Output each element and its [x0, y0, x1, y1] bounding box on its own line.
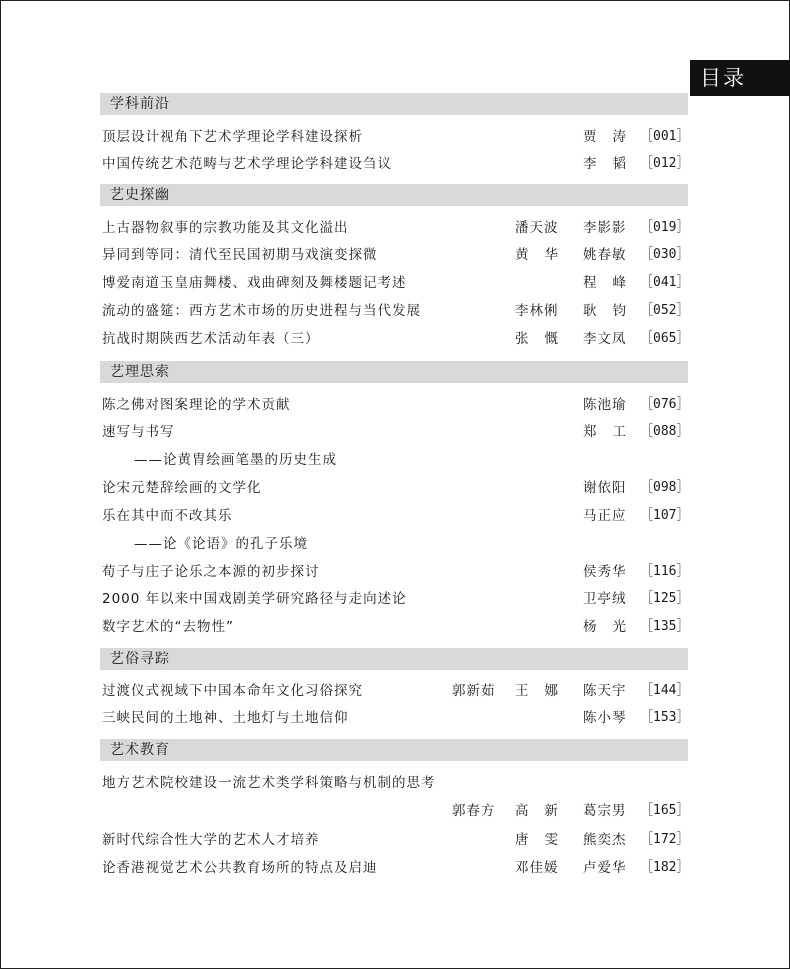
toc-entry[interactable] — [102, 588, 690, 610]
entry-title[interactable]: 博爱南道玉皇庙舞楼、戏曲碑刻及舞楼题记考述 — [102, 275, 407, 291]
entry-title[interactable]: 2000 年以来中国戏剧美学研究路径与走向述论 — [102, 591, 407, 607]
entry-coauthor: 郭春方 — [452, 803, 496, 819]
entry-coauthor: 李林俐 — [515, 303, 559, 319]
entry-page: ［088］ — [640, 424, 690, 439]
toc-entry[interactable] — [102, 126, 690, 148]
entry-page: ［098］ — [640, 480, 690, 495]
entry-author: 侯秀华 — [583, 564, 627, 580]
entry-author: 陈小琴 — [583, 710, 627, 726]
entry-page: ［041］ — [640, 275, 690, 290]
section-header: 艺术教育 — [100, 739, 688, 761]
toc-entry[interactable] — [102, 707, 690, 729]
entry-author: 卢爱华 — [583, 860, 627, 876]
toc-entry[interactable] — [102, 857, 690, 879]
entry-title[interactable]: 新时代综合性大学的艺术人才培养 — [102, 832, 320, 848]
entry-page: ［165］ — [640, 803, 690, 818]
entry-title[interactable]: 上古器物叙事的宗教功能及其文化溢出 — [102, 220, 349, 236]
entry-title[interactable]: 异同到等同：清代至民国初期马戏演变探微 — [102, 247, 378, 263]
entry-author: 谢依阳 — [583, 480, 627, 496]
entry-page: ［012］ — [640, 156, 690, 171]
entry-author: 贾涛 — [583, 129, 642, 145]
entry-coauthor: 黄华 — [515, 247, 574, 263]
toc-entry-authors[interactable] — [102, 800, 690, 822]
entry-title[interactable]: 论宋元楚辞绘画的文学化 — [102, 480, 262, 496]
toc-entry[interactable] — [102, 680, 690, 702]
entry-title[interactable]: 过渡仪式视域下中国本命年文化习俗探究 — [102, 683, 363, 699]
section-header: 艺理思索 — [100, 361, 688, 383]
toc-entry[interactable] — [102, 772, 682, 794]
entry-coauthor: 潘天波 — [515, 220, 559, 236]
toc-entry[interactable] — [102, 217, 690, 239]
entry-author: 姚春敏 — [583, 247, 627, 263]
entry-author: 卫亭绒 — [583, 591, 627, 607]
entry-page: ［107］ — [640, 508, 690, 523]
toc-entry[interactable] — [102, 328, 690, 350]
section-header: 学科前沿 — [100, 93, 688, 115]
entry-title[interactable]: 顶层设计视角下艺术学理论学科建设探析 — [102, 129, 363, 145]
entry-author: 耿钧 — [583, 303, 642, 319]
entry-page: ［065］ — [640, 331, 690, 346]
entry-author: 程峰 — [583, 275, 642, 291]
toc-entry[interactable] — [102, 561, 690, 583]
toc-entry[interactable] — [102, 300, 690, 322]
entry-author: 李韬 — [583, 156, 642, 172]
entry-page: ［144］ — [640, 683, 690, 698]
entry-title[interactable]: 论香港视觉艺术公共教育场所的特点及启迪 — [102, 860, 378, 876]
toc-entry[interactable] — [102, 272, 690, 294]
entry-title[interactable]: 流动的盛筵：西方艺术市场的历史进程与当代发展 — [102, 303, 421, 319]
entry-title[interactable]: 荀子与庄子论乐之本源的初步探讨 — [102, 564, 320, 580]
entry-author: 陈池瑜 — [583, 397, 627, 413]
entry-page: ［001］ — [640, 129, 690, 144]
toc-entry-subtitle — [102, 533, 682, 555]
entry-author: 李影影 — [583, 220, 627, 236]
entry-coauthor: 邓佳媛 — [515, 860, 559, 876]
entry-page: ［116］ — [640, 564, 690, 579]
entry-coauthor: 张慨 — [515, 331, 574, 347]
entry-title[interactable]: 速写与书写 — [102, 424, 175, 440]
entry-page: ［125］ — [640, 591, 690, 606]
entry-coauthor: 高新 — [515, 803, 574, 819]
entry-page: ［076］ — [640, 397, 690, 412]
toc-entry-subtitle — [102, 449, 682, 471]
section-header: 艺史探幽 — [100, 184, 688, 206]
entry-page: ［135］ — [640, 619, 690, 634]
entry-page: ［182］ — [640, 860, 690, 875]
entry-coauthor: 王娜 — [515, 683, 574, 699]
toc-title: 目录 — [690, 60, 790, 96]
entry-title[interactable]: 乐在其中而不改其乐 — [102, 508, 233, 524]
entry-title[interactable]: 地方艺术院校建设一流艺术类学科策略与机制的思考 — [102, 775, 436, 791]
entry-page: ［153］ — [640, 710, 690, 725]
entry-coauthor: 唐雯 — [515, 832, 574, 848]
entry-subtitle: ——论《论语》的孔子乐境 — [134, 536, 308, 552]
section-header: 艺俗寻踪 — [100, 648, 688, 670]
toc-entry[interactable] — [102, 477, 690, 499]
entry-page: ［019］ — [640, 220, 690, 235]
toc-entry[interactable] — [102, 153, 690, 175]
entry-title[interactable]: 中国传统艺术范畴与艺术学理论学科建设刍议 — [102, 156, 392, 172]
entry-page: ［030］ — [640, 247, 690, 262]
entry-page: ［172］ — [640, 832, 690, 847]
entry-title[interactable]: 抗战时期陕西艺术活动年表（三） — [102, 331, 320, 347]
toc-entry[interactable] — [102, 505, 690, 527]
entry-title[interactable]: 三峡民间的土地神、土地灯与土地信仰 — [102, 710, 349, 726]
entry-author: 李文凤 — [583, 331, 627, 347]
toc-entry[interactable] — [102, 421, 690, 443]
toc-entry[interactable] — [102, 244, 690, 266]
toc-entry[interactable] — [102, 616, 690, 638]
entry-title[interactable]: 陈之佛对图案理论的学术贡献 — [102, 397, 291, 413]
entry-author: 熊奕杰 — [583, 832, 627, 848]
toc-entry[interactable] — [102, 829, 690, 851]
entry-page: ［052］ — [640, 303, 690, 318]
toc-entry[interactable] — [102, 394, 690, 416]
entry-coauthor: 郭新茹 — [452, 683, 496, 699]
entry-author: 陈天宇 — [583, 683, 627, 699]
entry-author: 葛宗男 — [583, 803, 627, 819]
entry-subtitle: ——论黄胄绘画笔墨的历史生成 — [134, 452, 337, 468]
entry-author: 郑工 — [583, 424, 642, 440]
entry-author: 杨光 — [583, 619, 642, 635]
entry-title[interactable]: 数字艺术的“去物性” — [102, 619, 234, 635]
entry-author: 马正应 — [583, 508, 627, 524]
